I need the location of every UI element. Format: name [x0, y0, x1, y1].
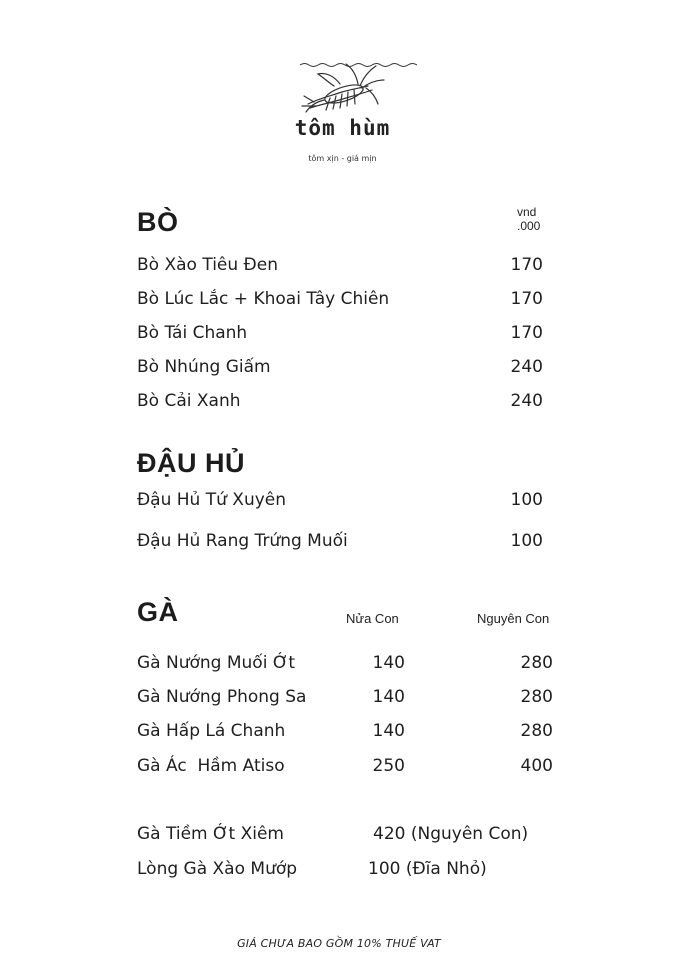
menu-item-price-half: 140	[372, 653, 405, 673]
menu-item-price-half: 140	[372, 721, 405, 741]
brand-name: tôm hùm	[294, 116, 391, 140]
menu-item-name: Gà Nướng Muối Ớt	[137, 653, 296, 673]
lobster-icon	[300, 62, 385, 114]
menu-item-price-whole: 400	[520, 756, 553, 776]
section-title-bo: BÒ	[137, 207, 179, 237]
menu-item-price: 240	[510, 357, 543, 377]
brand-tagline: tôm xịn - giá mịn	[308, 154, 377, 163]
vat-note: GIÁ CHƯA BAO GỒM 10% THUẾ VAT	[237, 937, 441, 950]
menu-item-name: Gà Hấp Lá Chanh	[137, 721, 286, 741]
menu-item-price: 100	[510, 531, 543, 551]
menu-item-name: Đậu Hủ Rang Trứng Muối	[137, 531, 348, 551]
menu-item-name: Bò Tái Chanh	[137, 323, 248, 343]
menu-item-price-whole: 280	[520, 687, 553, 707]
menu-item-price-whole: 280	[520, 653, 553, 673]
menu-item-name: Bò Cải Xanh	[137, 391, 241, 411]
menu-item-price: 170	[510, 289, 543, 309]
menu-item-name: Đậu Hủ Tứ Xuyên	[137, 490, 287, 510]
currency-unit	[517, 205, 540, 233]
menu-item-name: Bò Lúc Lắc + Khoai Tây Chiên	[137, 289, 390, 309]
menu-item-price: 170	[510, 323, 543, 343]
menu-item-price: 100 (Đĩa Nhỏ)	[368, 859, 487, 879]
column-header-whole: Nguyên Con	[477, 611, 550, 626]
waves-icon	[300, 62, 417, 68]
menu-item-price-half: 140	[372, 687, 405, 707]
menu-item-price: 240	[510, 391, 543, 411]
menu-item-name: Gà Ác Hầm Atiso	[137, 756, 285, 776]
menu-item-name: Bò Xào Tiêu Đen	[137, 255, 278, 275]
menu-item-price: 420 (Nguyên Con)	[373, 824, 529, 844]
menu-item-price: 100	[510, 490, 543, 510]
menu-item-name: Lòng Gà Xào Mướp	[137, 859, 298, 879]
menu-item-price-half: 250	[372, 756, 405, 776]
currency-unit-line2: .000	[517, 219, 541, 233]
menu-item-name: Bò Nhúng Giấm	[137, 357, 271, 377]
column-header-half: Nửa Con	[346, 611, 399, 626]
section-title-ga: GÀ	[137, 597, 179, 627]
brand-logo	[280, 62, 405, 172]
menu-item-price-whole: 280	[520, 721, 553, 741]
menu-item-name: Gà Tiềm Ớt Xiêm	[137, 824, 284, 844]
currency-unit-line1: vnd	[517, 205, 537, 219]
menu-item-price: 170	[510, 255, 543, 275]
section-title-dau-hu: ĐẬU HỦ	[137, 448, 245, 478]
menu-item-name: Gà Nướng Phong Sa	[137, 687, 307, 707]
